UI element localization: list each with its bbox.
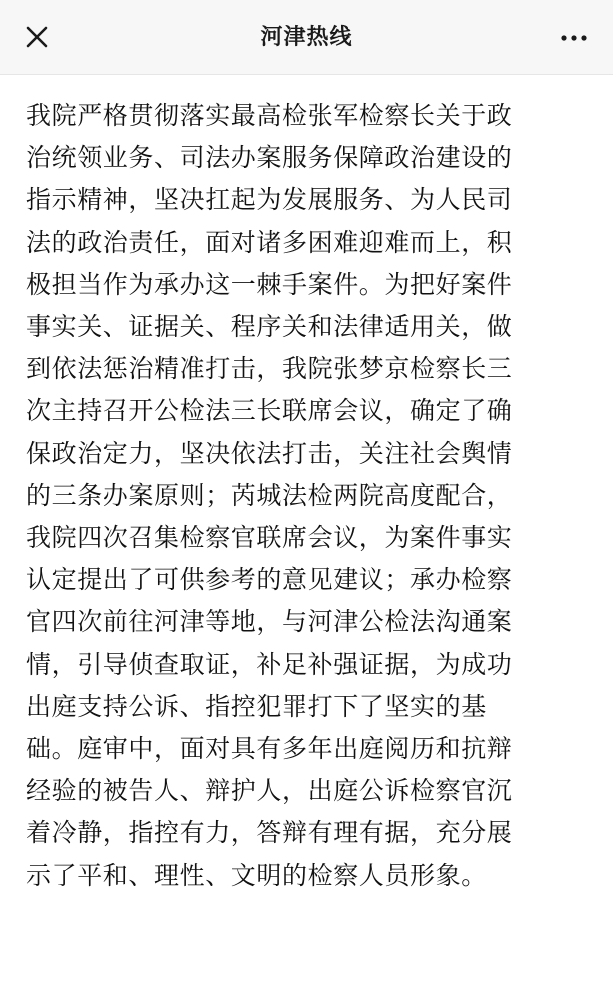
article-line: 的三条办案原则；芮城法检两院高度配合， — [26, 480, 513, 510]
article-line: 事实关、证据关、程序关和法律适用关，做 — [26, 312, 513, 342]
article-line: 出庭支持公诉、指控犯罪打下了坚实的基 — [26, 691, 487, 721]
article-line: 次主持召开公检法三长联席会议，确定了确 — [26, 396, 513, 426]
article-line: 极担当作为承办这一棘手案件。为把好案件 — [26, 269, 513, 299]
article-line: 经验的被告人、辩护人，出庭公诉检察官沉 — [26, 776, 513, 806]
more-dots-icon — [557, 26, 591, 50]
article-line: 情，引导侦查取证，补足补强证据，为成功 — [26, 649, 513, 679]
article-line: 着冷静，指控有力，答辩有理有据，充分展 — [26, 818, 513, 848]
article-line: 础。庭审中，面对具有多年出庭阅历和抗辩 — [26, 734, 513, 764]
article-body — [0, 75, 613, 897]
more-options-button[interactable] — [557, 26, 591, 50]
top-navigation-bar — [0, 0, 613, 75]
article-line: 我院四次召集检察官联席会议，为案件事实 — [26, 523, 513, 553]
article-line: 认定提出了可供参考的意见建议；承办检察 — [26, 565, 513, 595]
article-line: 我院严格贯彻落实最高检张军检察长关于政 — [26, 101, 513, 130]
article-line: 法的政治责任，面对诸多困难迎难而上，积 — [26, 227, 513, 257]
article-line: 官四次前往河津等地，与河津公检法沟通案 — [26, 607, 513, 637]
article-line: 治统领业务、司法办案服务保障政治建设的 — [26, 143, 513, 173]
article-line: 示了平和、理性、文明的检察人员形象。 — [26, 860, 487, 890]
page-title: 河津热线 — [260, 25, 353, 50]
article-line: 指示精神，坚决扛起为发展服务、为人民司 — [26, 185, 513, 215]
article-line: 保政治定力，坚决依法打击，关注社会舆情 — [26, 438, 513, 468]
article-line: 到依法惩治精准打击，我院张梦京检察长三 — [26, 354, 513, 384]
